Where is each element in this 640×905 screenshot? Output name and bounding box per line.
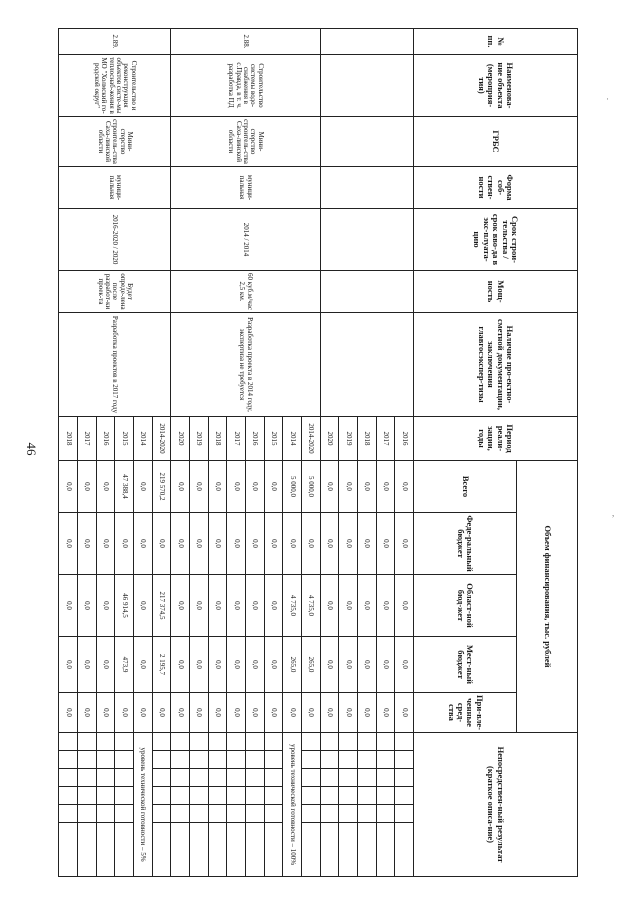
cell-local: 0,0 [357, 637, 376, 693]
cell-result-empty [227, 751, 246, 769]
cell-local: 0,0 [395, 637, 414, 693]
cell-regional: 0,0 [208, 575, 227, 637]
cell-attracted: 0,0 [208, 693, 227, 733]
cell-federal: 0,0 [357, 513, 376, 575]
header-result: Непосредствен-ный результат (краткое описа-ние) [414, 733, 578, 877]
cell-result-empty [245, 751, 264, 769]
cell-result-empty [376, 769, 395, 787]
cell-total: 0,0 [245, 461, 264, 513]
cell-total: 0,0 [339, 461, 358, 513]
cell-year: 2020 [171, 417, 190, 461]
header-attracted: При-вле-ченные сред-ства [414, 693, 517, 733]
cell-attracted: 0,0 [171, 693, 190, 733]
cell-result-empty [357, 805, 376, 823]
cell-result-empty [339, 751, 358, 769]
cell-result-empty [264, 823, 283, 877]
cell-regional: 217 374,5 [152, 575, 171, 637]
cell-result-empty [189, 823, 208, 877]
cell-year: 2014-2020 [301, 417, 320, 461]
cell-docs: Разработка проектов в 2017 году [59, 313, 171, 417]
cell-total: 0,0 [77, 461, 96, 513]
cell-local: 0,0 [96, 637, 115, 693]
cell-local: 0,0 [59, 637, 78, 693]
cell-local: 0,0 [376, 637, 395, 693]
cell-result-empty [245, 769, 264, 787]
cell-result-empty [77, 787, 96, 805]
cell-result-empty [208, 805, 227, 823]
cell-result-empty [96, 751, 115, 769]
cell-result-empty [152, 787, 171, 805]
cell-federal: 0,0 [283, 513, 302, 575]
cell-local: 0,0 [264, 637, 283, 693]
cell-result-empty [301, 823, 320, 877]
cell-capacity: 60 куб.м/час 2,5 км. [171, 271, 320, 313]
cell-federal: 0,0 [152, 513, 171, 575]
cell-result: уровень технической готовности – 100% [283, 733, 302, 877]
cell-result-empty [339, 805, 358, 823]
cell-federal: 0,0 [171, 513, 190, 575]
cell-grbs: Мини-стерство строитель-ства Саха-линской области [59, 117, 171, 167]
header-docs: Наличие про-ектно-сметной документации, заключения главгосэкспер-тизы [414, 313, 578, 417]
cell-result-empty [171, 823, 190, 877]
cell-year: 2015 [115, 417, 134, 461]
cell-result-empty [59, 823, 78, 877]
cell-regional: 0,0 [320, 575, 339, 637]
cell-result-empty [227, 805, 246, 823]
cell-total: 0,0 [189, 461, 208, 513]
cell-result-empty [301, 787, 320, 805]
cell-total: 0,0 [395, 461, 414, 513]
cell-year: 2020 [320, 417, 339, 461]
cell-year: 2014 [283, 417, 302, 461]
cell-result-empty [171, 805, 190, 823]
cell-result-empty [208, 751, 227, 769]
cell-ownership-empty [320, 167, 413, 209]
cell-total: 0,0 [376, 461, 395, 513]
cell-attracted: 0,0 [59, 693, 78, 733]
cell-local: 0,0 [339, 637, 358, 693]
header-name: Наименова-ние объекта (мероприя-тия) [414, 55, 578, 117]
cell-total: 219 570,2 [152, 461, 171, 513]
cell-result-empty [376, 787, 395, 805]
cell-local: 473,9 [115, 637, 134, 693]
cell-term-empty [320, 209, 413, 271]
cell-attracted: 0,0 [227, 693, 246, 733]
cell-result-empty [115, 805, 134, 823]
cell-result-empty [189, 805, 208, 823]
cell-total: 0,0 [171, 461, 190, 513]
cell-result-empty [245, 805, 264, 823]
cell-result-empty [171, 787, 190, 805]
cell-regional: 0,0 [245, 575, 264, 637]
cell-result-empty [208, 823, 227, 877]
table-row [395, 29, 414, 877]
cell-result-empty [152, 823, 171, 877]
cell-regional: 46 914,5 [115, 575, 134, 637]
cell-regional: 0,0 [339, 575, 358, 637]
cell-result-empty [264, 751, 283, 769]
cell-year: 2017 [77, 417, 96, 461]
cell-result-empty [77, 805, 96, 823]
cell-local: 265,0 [283, 637, 302, 693]
cell-result-empty [189, 733, 208, 751]
cell-regional: 0,0 [227, 575, 246, 637]
cell-local: 0,0 [208, 637, 227, 693]
cell-local: 2 195,7 [152, 637, 171, 693]
header-grbs: ГРБС [414, 117, 578, 167]
header-regional: Област-ной бюд-жет [414, 575, 517, 637]
header-funding-group: Объем финансирования, тыс. рублей [517, 461, 578, 733]
cell-result-empty [227, 823, 246, 877]
cell-total: 5 000,0 [301, 461, 320, 513]
cell-result-empty [245, 787, 264, 805]
cell-result-empty [115, 823, 134, 877]
cell-result-empty [376, 751, 395, 769]
cell-grbs: Мини-стерство строитель-ства Саха-линской области [171, 117, 320, 167]
page-number: 46 [24, 442, 39, 456]
cell-local: 0,0 [189, 637, 208, 693]
cell-result-empty [208, 733, 227, 751]
cell-result-empty [264, 733, 283, 751]
cell-result-empty [59, 733, 78, 751]
cell-attracted: 0,0 [245, 693, 264, 733]
cell-result-empty [77, 733, 96, 751]
cell-result-empty [395, 805, 414, 823]
cell-federal: 0,0 [133, 513, 152, 575]
cell-regional: 0,0 [376, 575, 395, 637]
cell-regional: 0,0 [189, 575, 208, 637]
cell-regional: 0,0 [133, 575, 152, 637]
cell-name: Строительство и реконструкция объектов систе-мы теплоснаб-жения в МО "Холмский го-родской округ" [59, 55, 171, 117]
header-capacity: Мощ-ность [414, 271, 578, 313]
cell-result-empty [264, 769, 283, 787]
cell-result-empty [208, 787, 227, 805]
cell-result-empty [301, 769, 320, 787]
cell-result-empty [189, 769, 208, 787]
cell-result-empty [115, 751, 134, 769]
cell-result-empty [357, 733, 376, 751]
cell-result-empty [152, 769, 171, 787]
cell-local: 0,0 [320, 637, 339, 693]
cell-result-empty [320, 751, 339, 769]
cell-total: 5 000,0 [283, 461, 302, 513]
cell-result-empty [395, 751, 414, 769]
cell-result-empty [171, 769, 190, 787]
cell-result-empty [395, 823, 414, 877]
cell-result-empty [320, 787, 339, 805]
cell-regional: 4 735,0 [283, 575, 302, 637]
cell-attracted: 0,0 [339, 693, 358, 733]
cell-result-empty [96, 769, 115, 787]
cell-federal: 0,0 [77, 513, 96, 575]
cell-result-empty [59, 769, 78, 787]
cell-result-empty [152, 805, 171, 823]
cell-result-empty [77, 769, 96, 787]
cell-total: 0,0 [59, 461, 78, 513]
cell-result-empty [208, 769, 227, 787]
cell-regional: 0,0 [96, 575, 115, 637]
cell-ownership: муници-пальная [171, 167, 320, 209]
cell-result-empty [376, 823, 395, 877]
funding-table [58, 28, 578, 877]
cell-total: 0,0 [320, 461, 339, 513]
cell-federal: 0,0 [264, 513, 283, 575]
cell-name-empty [320, 55, 413, 117]
cell-local: 265,0 [301, 637, 320, 693]
cell-result-empty [59, 787, 78, 805]
cell-local: 0,0 [171, 637, 190, 693]
cell-federal: 0,0 [395, 513, 414, 575]
cell-federal: 0,0 [227, 513, 246, 575]
cell-result-empty [320, 733, 339, 751]
cell-result-empty [59, 805, 78, 823]
cell-capacity-empty [320, 271, 413, 313]
cell-result-empty [301, 751, 320, 769]
cell-year: 2017 [227, 417, 246, 461]
cell-name: Строительство системы водо-снабжения в с.Правда, в т. ч. разработка ПД [171, 55, 320, 117]
cell-result-empty [115, 769, 134, 787]
cell-attracted: 0,0 [376, 693, 395, 733]
cell-result-empty [189, 787, 208, 805]
cell-ownership: муници-пальная [59, 167, 171, 209]
rotated-table-container [58, 28, 578, 876]
table-row [301, 29, 320, 877]
cell-result-empty [152, 751, 171, 769]
header-no: № пп. [414, 29, 578, 55]
cell-total: 0,0 [96, 461, 115, 513]
cell-attracted: 0,0 [395, 693, 414, 733]
cell-result-empty [357, 751, 376, 769]
cell-attracted: 0,0 [96, 693, 115, 733]
header-local: Мест-ный бюджет [414, 637, 517, 693]
cell-result-empty [395, 769, 414, 787]
cell-federal: 0,0 [320, 513, 339, 575]
cell-total: 0,0 [208, 461, 227, 513]
cell-local: 0,0 [77, 637, 96, 693]
cell-result-empty [395, 733, 414, 751]
header-ownership: Форма соб-ствен-ности [414, 167, 578, 209]
cell-result-empty [320, 823, 339, 877]
cell-result-empty [339, 769, 358, 787]
cell-result-empty [152, 733, 171, 751]
cell-docs: Разработка проекта в 2014 году, экспертиза не требуется [171, 313, 320, 417]
cell-result-empty [96, 823, 115, 877]
cell-federal: 0,0 [339, 513, 358, 575]
cell-year: 2018 [357, 417, 376, 461]
cell-total: 0,0 [227, 461, 246, 513]
cell-result-empty [376, 733, 395, 751]
cell-attracted: 0,0 [115, 693, 134, 733]
cell-result-empty [227, 769, 246, 787]
cell-regional: 0,0 [264, 575, 283, 637]
cell-result-empty [395, 787, 414, 805]
cell-attracted: 0,0 [357, 693, 376, 733]
cell-result-empty [227, 787, 246, 805]
cell-federal: 0,0 [376, 513, 395, 575]
cell-result-empty [376, 805, 395, 823]
cell-year: 2016 [96, 417, 115, 461]
header-period: Период реали-зации, годы [414, 417, 578, 461]
cell-local: 0,0 [133, 637, 152, 693]
cell-federal: 0,0 [245, 513, 264, 575]
cell-total: 0,0 [133, 461, 152, 513]
cell-total: 0,0 [264, 461, 283, 513]
cell-local: 0,0 [227, 637, 246, 693]
scan-dot: , [612, 508, 615, 518]
cell-capacity: Будет опреде-лена после разработ-ки проек-та [59, 271, 171, 313]
cell-no: 2.89. [59, 29, 171, 55]
cell-result-empty [189, 751, 208, 769]
cell-year: 2014 [133, 417, 152, 461]
cell-year: 2018 [59, 417, 78, 461]
table-row [152, 29, 171, 877]
cell-federal: 0,0 [189, 513, 208, 575]
cell-grbs-empty [320, 117, 413, 167]
cell-attracted: 0,0 [264, 693, 283, 733]
cell-federal: 0,0 [115, 513, 134, 575]
cell-attracted: 0,0 [133, 693, 152, 733]
cell-result-empty [357, 787, 376, 805]
cell-result-empty [339, 733, 358, 751]
cell-attracted: 0,0 [283, 693, 302, 733]
cell-regional: 4 735,0 [301, 575, 320, 637]
cell-attracted: 0,0 [77, 693, 96, 733]
cell-year: 2018 [208, 417, 227, 461]
cell-result-empty [264, 805, 283, 823]
cell-result-empty [171, 751, 190, 769]
header-term: Срок строи-тельства / срок вво-да в экс-плуата-цию [414, 209, 578, 271]
cell-local: 0,0 [245, 637, 264, 693]
cell-year: 2019 [339, 417, 358, 461]
cell-attracted: 0,0 [320, 693, 339, 733]
cell-result-empty [96, 733, 115, 751]
cell-federal: 0,0 [59, 513, 78, 575]
cell-result-empty [77, 823, 96, 877]
cell-result: уровень технической готовности – 5% [133, 733, 152, 877]
cell-result-empty [96, 787, 115, 805]
cell-year: 2014-2020 [152, 417, 171, 461]
table-region [58, 28, 578, 876]
cell-attracted: 0,0 [189, 693, 208, 733]
cell-result-empty [115, 733, 134, 751]
cell-result-empty [171, 733, 190, 751]
cell-total: 47 388,4 [115, 461, 134, 513]
cell-docs-empty [320, 313, 413, 417]
cell-result-empty [357, 823, 376, 877]
cell-result-empty [339, 787, 358, 805]
cell-result-empty [339, 823, 358, 877]
cell-year: 2017 [376, 417, 395, 461]
cell-result-empty [301, 805, 320, 823]
cell-year: 2019 [189, 417, 208, 461]
cell-result-empty [245, 733, 264, 751]
cell-year: 2016 [395, 417, 414, 461]
cell-attracted: 0,0 [152, 693, 171, 733]
cell-result-empty [320, 769, 339, 787]
cell-regional: 0,0 [77, 575, 96, 637]
cell-no: 2.88. [171, 29, 320, 55]
cell-federal: 0,0 [301, 513, 320, 575]
cell-federal: 0,0 [96, 513, 115, 575]
cell-result-empty [245, 823, 264, 877]
cell-result-empty [227, 733, 246, 751]
cell-year: 2016 [245, 417, 264, 461]
cell-federal: 0,0 [208, 513, 227, 575]
header-total: Всего [414, 461, 517, 513]
cell-total: 0,0 [357, 461, 376, 513]
scan-dot: · [606, 94, 609, 104]
cell-result-empty [59, 751, 78, 769]
header-federal: Феде-ральный бюджет [414, 513, 517, 575]
cell-regional: 0,0 [395, 575, 414, 637]
cell-term: 2014 / 2014 [171, 209, 320, 271]
cell-result-empty [264, 787, 283, 805]
cell-regional: 0,0 [357, 575, 376, 637]
cell-no-empty [320, 29, 413, 55]
cell-regional: 0,0 [59, 575, 78, 637]
cell-result-empty [115, 787, 134, 805]
cell-result-empty [357, 769, 376, 787]
cell-attracted: 0,0 [301, 693, 320, 733]
cell-year: 2015 [264, 417, 283, 461]
cell-regional: 0,0 [171, 575, 190, 637]
cell-result-empty [96, 805, 115, 823]
cell-result-empty [77, 751, 96, 769]
cell-result-empty [320, 805, 339, 823]
cell-term: 2016-2020 / 2020 [59, 209, 171, 271]
cell-result-empty [301, 733, 320, 751]
